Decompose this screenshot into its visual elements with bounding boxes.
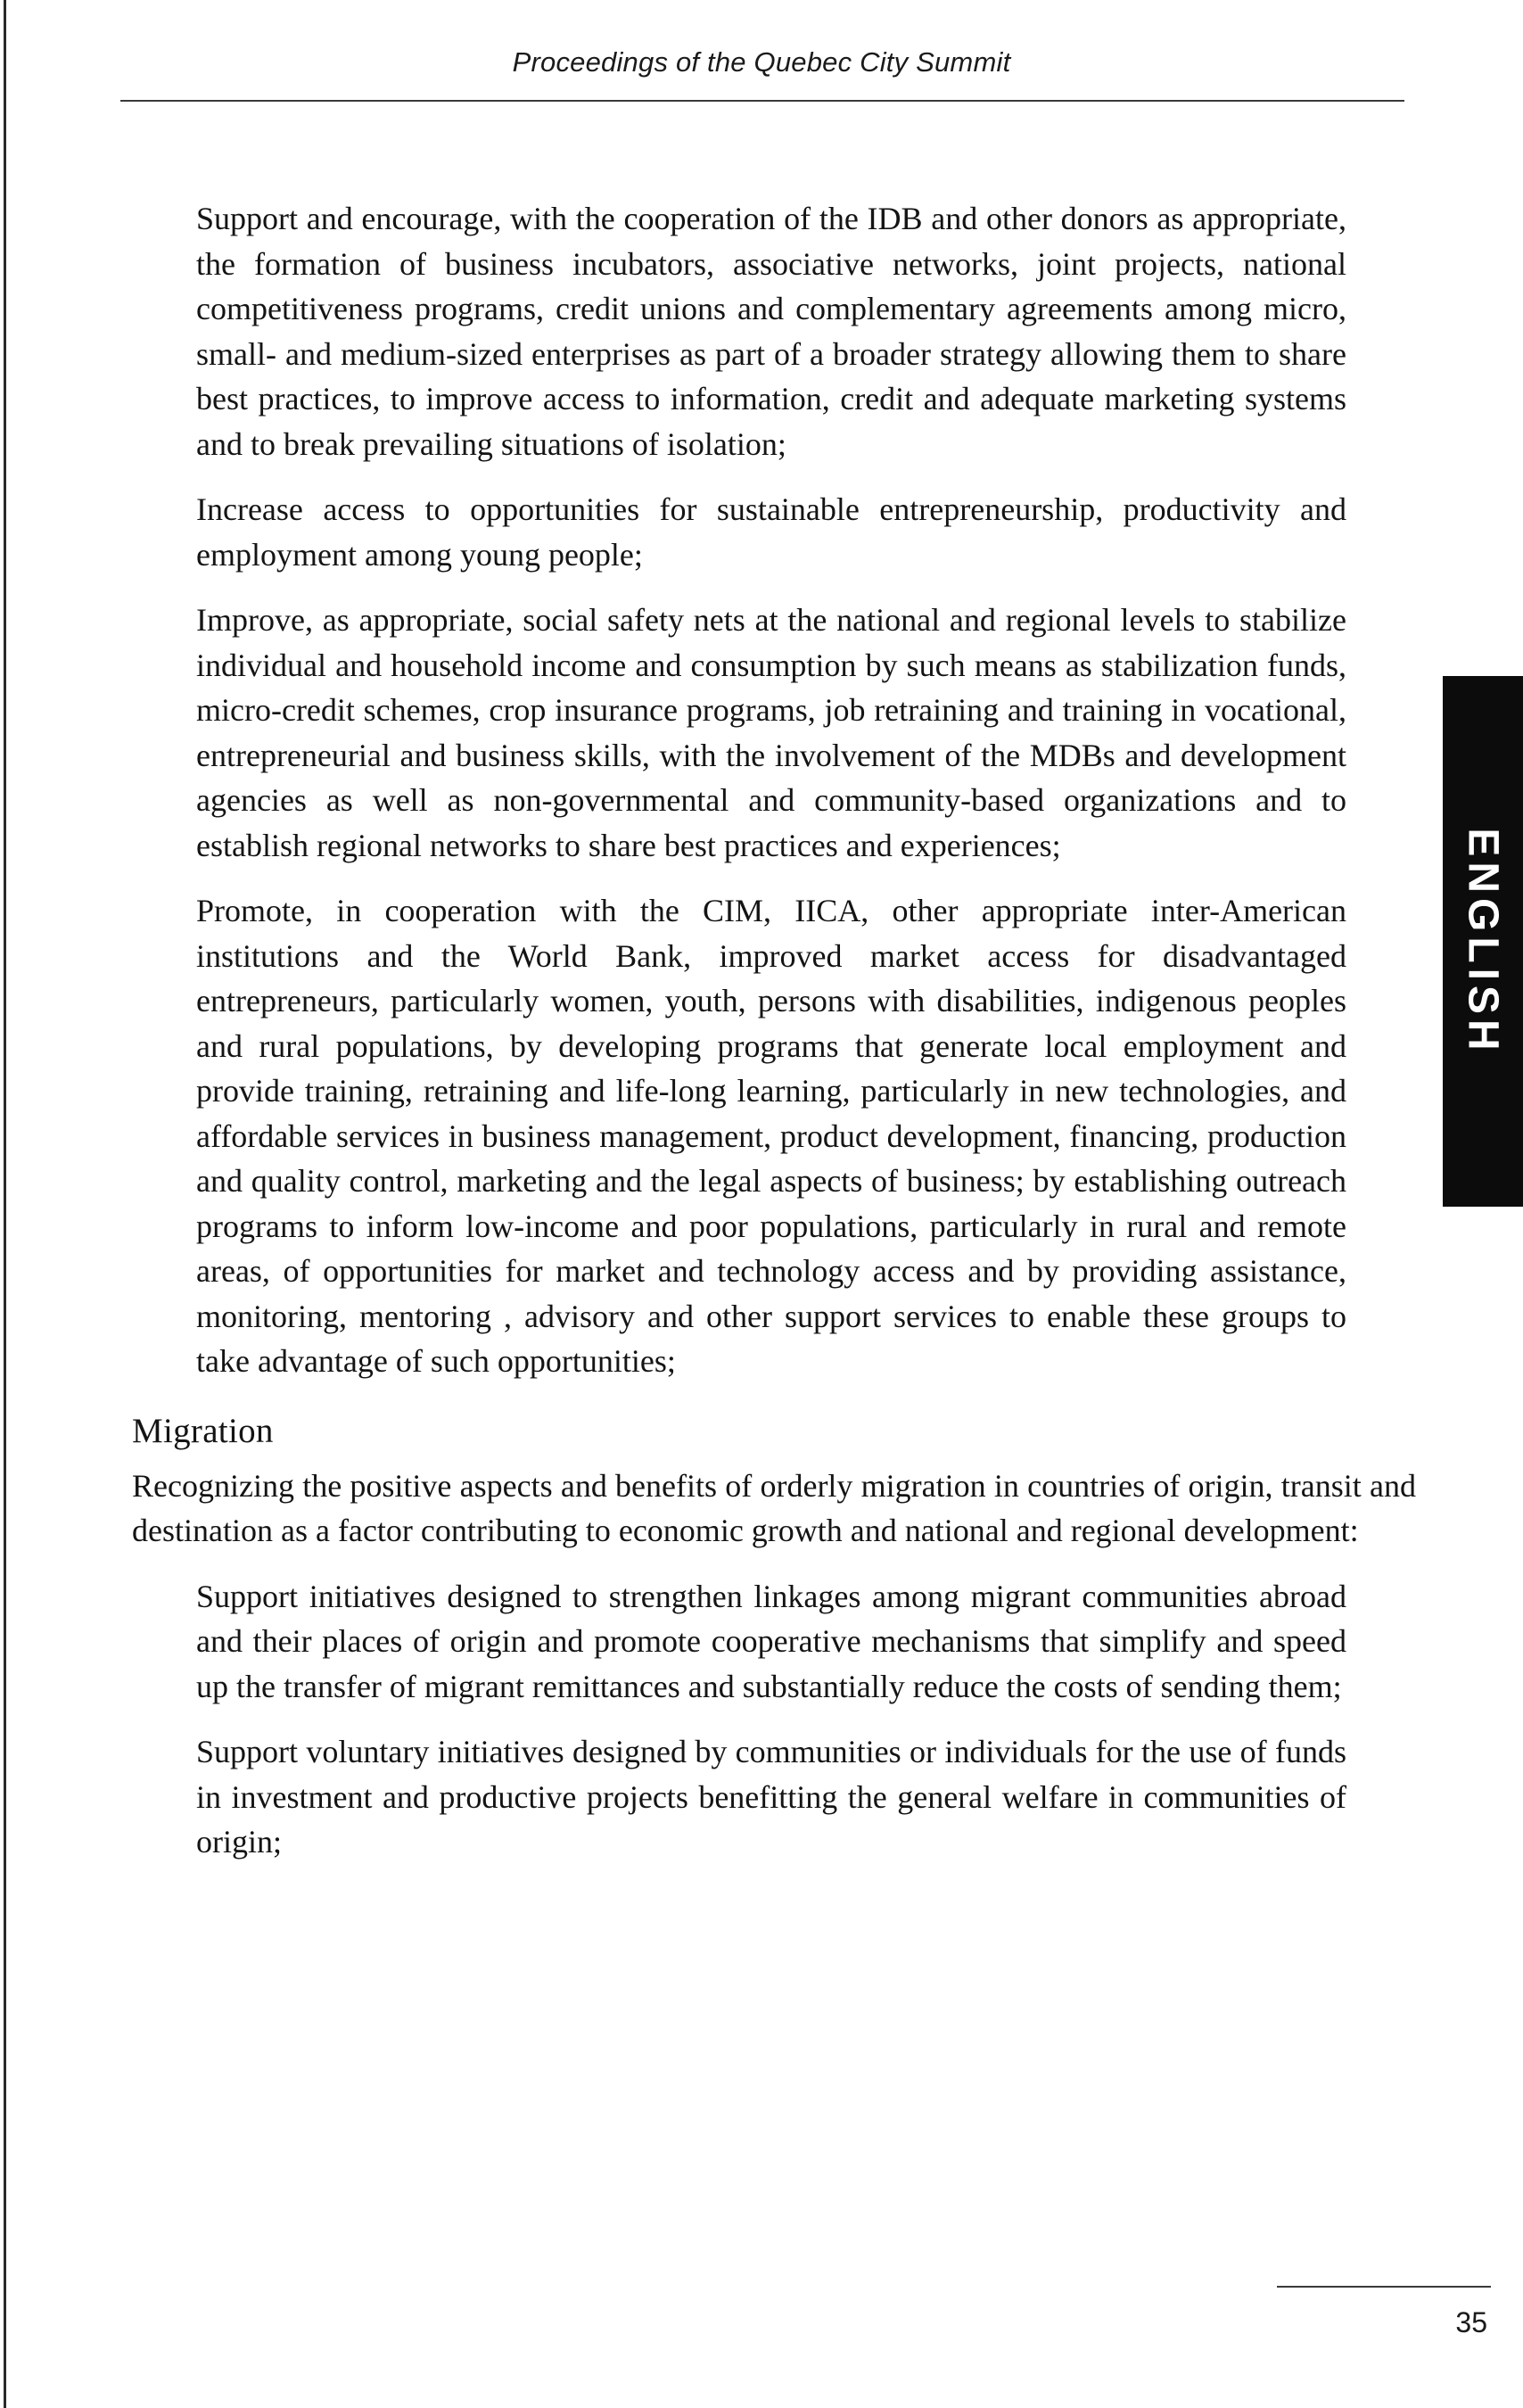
running-header: Proceedings of the Quebec City Summit <box>512 46 1011 78</box>
page-number: 35 <box>1455 2306 1487 2338</box>
paragraph-voluntary-initiatives: Support voluntary initiatives designed by communities or individuals for the use of funds in investment and productive projects benefitting the general welfare in communities of origin; <box>196 1734 1346 1860</box>
binding-edge <box>4 0 6 2408</box>
language-tab <box>1443 676 1523 1207</box>
paragraph-remittances: Support initiatives designed to strengthen linkages among migrant communities abroad and their places of origin and promote cooperative mechanisms that simplify and speed up the transfer of migrant remittances and substantially reduce the costs of sending them; <box>196 1578 1346 1704</box>
section-heading-migration: Migration <box>132 1411 274 1450</box>
header-rule <box>120 100 1404 102</box>
page-body <box>132 196 1420 1865</box>
footer-rule <box>1277 2286 1491 2288</box>
paragraph-business-incubators: Support and encourage, with the cooperation of the IDB and other donors as appropriate, the formation of business incubators, associative networks, joint projects, national competitiveness programs, credit unions and complementary agreements among micro, small- and medium-sized enterprises as part of a broader strategy allowing them to share best practices, to improve access to information, credit and adequate marketing systems and to break prevailing situations of isolation; <box>196 201 1346 462</box>
paragraph-social-safety-nets: Improve, as appropriate, social safety nets at the national and regional levels to stabilize individual and household income and consumption by such means as stabilization funds, micro-credit schemes, crop insurance programs, job retraining and training in vocational, entrepreneurial and business skills, with the involvement of the MDBs and development agencies as well as non-governmental and community-based organizations and to establish regional networks to share best practices and experiences; <box>196 602 1346 863</box>
migration-intro: Recognizing the positive aspects and benefits of orderly migration in countries of origin, transit and destination as a factor contributing to economic growth and national and regional development: <box>132 1467 1416 1548</box>
paragraph-youth-entrepreneurship: Increase access to opportunities for sustainable entrepreneurship, productivity and employment among young people; <box>196 491 1346 573</box>
paragraph-market-access: Promote, in cooperation with the CIM, IICA, other appropriate inter-American institutions and the World Bank, improved market access for disadvantaged entrepreneurs, particularly women, youth, persons with disabilities, indigenous peoples and rural populations, by developing programs that generate local employment and provide training, retraining and life-long learning, particularly in new technologies, and affordable services in business management, product development, financing, production and quality control, marketing and the legal aspects of business; by establishing outreach programs to inform low-income and poor populations, particularly in rural and remote areas, of opportunities for market and technology access and by providing assistance, monitoring, mentoring , advisory and other support services to enable these groups to take advantage of such opportunities; <box>196 893 1346 1379</box>
language-tab-label: ENGLISH <box>1459 827 1507 1056</box>
